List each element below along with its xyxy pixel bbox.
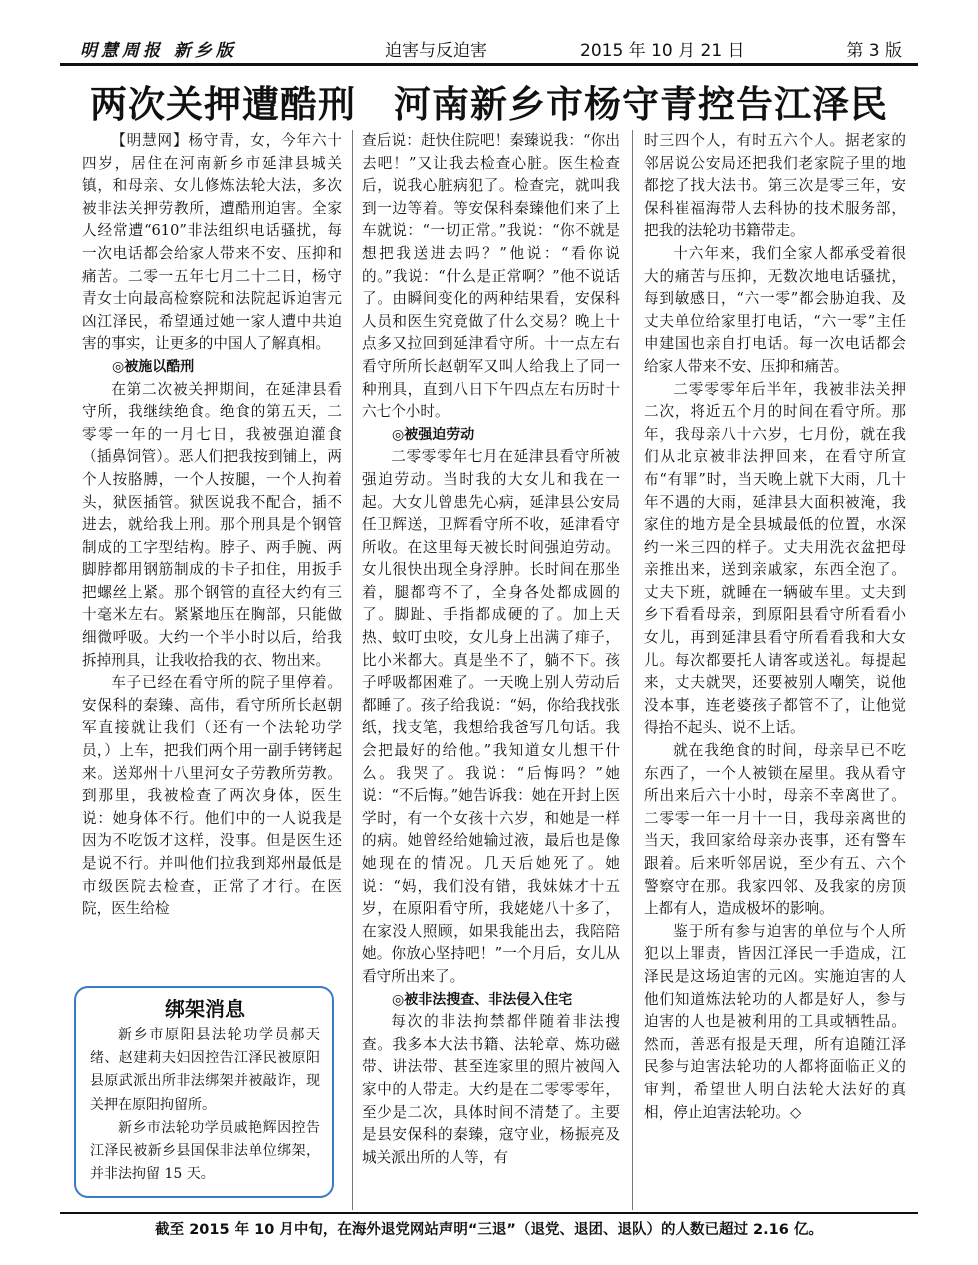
news-box-paragraph: 新乡市原阳县法轮功学员郝天绪、赵建莉夫妇因控告江泽民被原阳县原武派出所非法绑架并被敲诈，现关押在原阳拘留所。: [90, 1027, 320, 1113]
footer-rule: [60, 1212, 918, 1214]
article-paragraph: 十六年来，我们全家人都承受着很大的痛苦与压抑，无数次地电话骚扰，每到敏感日，“六一零”都会胁迫我、及丈夫单位给家里打电话，“六一零”主任申建国也亲自打电话。每一次电话都会给家人带来不安、压抑和痛苦。: [644, 244, 906, 375]
section-subheading: ◎被强迫劳动: [392, 426, 475, 443]
header-rule: [60, 63, 918, 66]
news-box-title: 绑架消息: [165, 997, 245, 1021]
article-paragraph: 【明慧网】杨守青，女，今年六十四岁，居住在河南新乡市延津县城关镇，和母亲、女儿修炼法轮大法，多次被非法关押劳教所，遭酷刑迫害。全家人经常遭“610”非法组织电话骚扰，每一次电话都会给家人带来不安、压抑和痛苦。二零一五年七月二十二日，杨守青女士向最高检察院和法院起诉迫害元凶江泽民，希望通过她一家人遭中共迫害的事实，让更多的中国人了解真相。: [82, 132, 342, 353]
section-name: 迫害与反迫害: [385, 41, 487, 61]
article-paragraph: 车子已经在看守所的院子里停着。安保科的秦臻、高伟，看守所所长赵朝军直接就让我们（还有一个法轮功学员，）上车，把我们两个用一副手铐铐起来。送郑州十八里河女子劳教所劳教。到那里，我被检查了两次身体，医生说：她身体不行。他们中的一人说我是因为不吃饭才这样，没事。但是医生还是说不行。并叫他们拉我到郑州最低是市级医院去检查，正常了才行。在医院，医生给检: [82, 674, 342, 918]
publication-name: 明慧周报 新乡版: [80, 41, 237, 61]
article-column-2: [362, 130, 620, 1215]
article-column-1: [82, 130, 342, 990]
article-paragraph: 二零零零年七月在延津县看守所被强迫劳动。当时我的大女儿和我在一起。大女儿曾患先心病，延津县公安局任卫辉送，卫辉看守所不收，延津看守所收。在这里每天被长时间强迫劳动。女儿很快出现全身浮肿。长时间在那坐着，腿都弯不了，全身各处都成圆的了。脚趾、手指都成硬的了。加上天热、蚊叮虫咬，女儿身上出满了痱子，比小米都大。真是坐不了，躺不下。孩子呼吸都困难了。一天晚上别人劳动后都睡了。孩子给我说：“妈，你给我找张纸，找支笔，我想给我爸写几句话。我会把最好的给他。”我知道女儿想干什么。我哭了。我说：“后悔吗？”她说：“不后悔。”她告诉我：她在开封上医学时，有一个女孩十六岁，和她是一样的病。她曾经给她输过液，最后也是像她现在的情况。几天后她死了。她说：“妈，我们没有错，我妹妹才十五岁，在原阳看守所，我姥姥八十多了，在家没人照顾，如果我能出去，我陪陪她。你放心坚持吧！”一个月后，女儿从看守所出来了。: [362, 448, 620, 985]
article-paragraph: 每次的非法拘禁都伴随着非法搜查。我多本大法书籍、法轮章、炼功磁带、讲法带、甚至连家里的照片被闯入家中的人带走。大约是在二零零零年，至少是二次，具体时间不清楚了。主要是县安保科的秦臻，寇守业，杨振亮及城关派出所的人等，有: [362, 1013, 620, 1166]
news-box: [74, 986, 334, 1198]
page-number: 第 3 版: [846, 41, 902, 61]
article-paragraph: 二零零零年后半年，我被非法关押二次，将近五个月的时间在看守所。那年，我母亲八十六岁，七月份，就在我们从北京被非法押回来，在看守所宣布“有罪”时，当天晚上就下大雨，几十年不遇的大雨，延津县大面积被淹，我家住的地方是全县城最低的位置，水深约一米三四的样子。丈夫用洗衣盆把母亲推出来，送到亲戚家，东西全泡了。丈夫下班，就睡在一辆破车里。丈夫到乡下看看母亲，到原阳县看守所看看小女儿，再到延津县看守所看看我和大女儿。每次都要托人请客或送礼。每提起来，丈夫就哭，还要被别人嘲笑，说他没本事，连老婆孩子都管不了，让他觉得抬不起头、说不上话。: [644, 380, 906, 737]
issue-date: 2015 年 10 月 21 日: [580, 41, 745, 61]
article-paragraph: 鉴于所有参与迫害的单位与个人所犯以上罪责，皆因江泽民一手造成，江泽民是这场迫害的元凶。实施迫害的人他们知道炼法轮功的人都是好人，参与迫害的人也是被利用的工具或牺牲品。然而，善恶有报是天理，所有追随江泽民参与迫害法轮功的人都将面临正义的审判，希望世人明白法轮大法好的真相，停止迫害法轮功。◇: [644, 922, 906, 1121]
article-headline: 两次关押遭酷刑 河南新乡市杨守青控告江泽民: [90, 82, 888, 126]
section-subheading: ◎被非法搜查、非法侵入住宅: [392, 991, 573, 1008]
news-box-paragraph: 新乡市法轮功学员戚艳辉因控告江泽民被新乡县国保非法单位绑架，并非法拘留 15 天。: [90, 1119, 320, 1183]
article-column-3: [644, 130, 906, 1215]
column-divider: [352, 130, 353, 1210]
footer-notice: 截至 2015 年 10 月中旬，在海外退党网站声明“三退”（退党、退团、退队）的人数已超过 2.16 亿。: [155, 1222, 823, 1238]
article-paragraph: 就在我绝食的时间，母亲早已不吃东西了，一个人被锁在屋里。我从看守所出来后六十小时，母亲不幸离世了。二零零一年一月十一日，我母亲离世的当天，我回家给母亲办丧事，还有警车跟着。后来听邻居说，至少有五、六个警察守在那。我家四邻、及我家的房顶上都有人，造成极坏的影响。: [644, 742, 906, 918]
page-header: [60, 32, 918, 60]
section-subheading: ◎被施以酷刑: [112, 358, 195, 375]
column-divider: [632, 130, 633, 1210]
article-paragraph: 时三四个人，有时五六个人。据老家的邻居说公安局还把我们老家院子里的地都挖了找大法书。第三次是零三年，安保科崔福海带人去科协的技术服务部，把我的法轮功书籍带走。: [644, 132, 906, 240]
article-paragraph: 在第二次被关押期间，在延津县看守所，我继续绝食。绝食的第五天，二零零一年的一月七日，我被强迫灌食（插鼻饲管）。恶人们把我按到铺上，两个人按胳膊，一个人按腿，一个人拘着头，狱医插管。狱医说我不配合，插不进去，就给我上刑。那个刑具是个钢管制成的工字型结构。脖子、两手腕、两脚脖都用钢筋制成的卡子扣住，用扳手把螺丝上紧。那个钢管的直径大约有三十毫米左右。紧紧地压在胸部，只能做细微呼吸。大约一个半小时以后，给我拆掉刑具，让我收拾我的衣、物出来。: [82, 380, 342, 669]
article-paragraph: 查后说：赶快住院吧！秦臻说我：“你出去吧！”又让我去检查心脏。医生检查后，说我心脏病犯了。检查完，就叫我到一边等着。等安保科秦臻他们来了上车就说：“一切正常。”我说：“你不就是想把我送进去吗？”他说：“看你说的。”我说：“什么是正常啊？”他不说话了。由瞬间变化的两种结果看，安保科人员和医生究竟做了什么交易？晚上十点多又拉回到延津看守所。十一点左右看守所所长赵朝军又叫人给我上了同一种刑具，直到八日下午四点左右历时十六七个小时。: [362, 132, 620, 421]
